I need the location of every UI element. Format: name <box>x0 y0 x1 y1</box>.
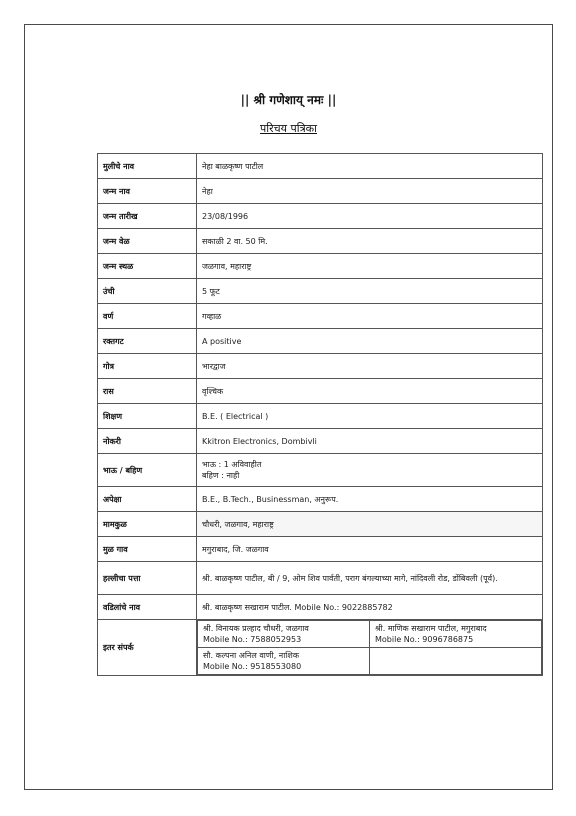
row-label: रक्तगट <box>98 329 197 354</box>
row-label: जन्म वेळ <box>98 229 197 254</box>
contact-mobile: Mobile No.: 9518553080 <box>203 662 302 671</box>
row-value: A positive <box>197 329 543 354</box>
table-row <box>98 354 543 379</box>
row-value: मगुराबाद, जि. जळगाव <box>197 537 543 562</box>
row-label: मुळ गाव <box>98 537 197 562</box>
row-value: 5 फूट <box>197 279 543 304</box>
table-row <box>98 179 543 204</box>
row-value: सकाळी 2 वा. 50 मि. <box>197 229 543 254</box>
invocation-heading: || श्री गणेशाय् नमः || <box>240 93 337 107</box>
row-value: भारद्वाज <box>197 354 543 379</box>
contact-entry <box>370 621 542 648</box>
table-row <box>98 620 543 676</box>
table-row <box>98 404 543 429</box>
row-value: Kkitron Electronics, Dombivli <box>197 429 543 454</box>
table-row <box>98 487 543 512</box>
row-value: वृश्चिक <box>197 379 543 404</box>
row-label: वडिलांचे नाव <box>98 595 197 620</box>
row-value: नेहा <box>197 179 543 204</box>
contacts-cell <box>197 620 543 676</box>
row-label: हल्लीचा पत्ता <box>98 562 197 595</box>
row-value: गव्हाळ <box>197 304 543 329</box>
row-label: अपेक्षा <box>98 487 197 512</box>
biodata-table <box>97 153 543 676</box>
contacts-grid <box>197 620 542 675</box>
row-value: श्री. बाळकृष्ण सखाराम पाटील. Mobile No.: 9022885782 <box>197 595 543 620</box>
table-row <box>98 537 543 562</box>
row-label: नोकरी <box>98 429 197 454</box>
row-value <box>197 454 543 487</box>
contact-empty <box>370 648 542 675</box>
sibling-brother: भाऊ : 1 अविवाहीत <box>202 460 262 469</box>
table-row <box>98 562 543 595</box>
table-row <box>98 229 543 254</box>
table-row <box>98 204 543 229</box>
table-row <box>98 304 543 329</box>
row-value: नेहा बाळकृष्ण पाटील <box>197 154 543 179</box>
row-label: उंची <box>98 279 197 304</box>
contact-name: सौ. कल्पना अनिल वाणी, नाशिक <box>203 651 299 660</box>
table-row <box>98 379 543 404</box>
table-row <box>98 454 543 487</box>
contact-entry <box>198 621 370 648</box>
row-label: रास <box>98 379 197 404</box>
table-row <box>98 595 543 620</box>
contact-name: श्री. विनायक प्रल्हाद चौधरी, जळगाव <box>203 624 309 633</box>
row-value: B.E., B.Tech., Businessman, अनुरूप. <box>197 487 543 512</box>
contact-name: श्री. माणिक सखाराम पाटील, मगुराबाद <box>375 624 487 633</box>
sibling-sister: बहिण : नाही <box>202 471 240 480</box>
table-row <box>98 279 543 304</box>
row-label: मामकुळ <box>98 512 197 537</box>
row-value: B.E. ( Electrical ) <box>197 404 543 429</box>
table-row <box>98 329 543 354</box>
table-row <box>98 254 543 279</box>
row-label: मुलीचे नाव <box>98 154 197 179</box>
row-value: चौधरी, जळगाव, महाराष्ट्र <box>197 512 543 537</box>
row-label: इतर संपर्क <box>98 620 197 676</box>
table-row <box>98 154 543 179</box>
row-label: वर्ण <box>98 304 197 329</box>
row-value: 23/08/1996 <box>197 204 543 229</box>
contact-mobile: Mobile No.: 9096786875 <box>375 635 474 644</box>
row-label: जन्म स्थळ <box>98 254 197 279</box>
row-label: जन्म तारीख <box>98 204 197 229</box>
page-title: परिचय पत्रिका <box>260 122 317 135</box>
document-page <box>24 24 553 790</box>
contact-mobile: Mobile No.: 7588052953 <box>203 635 302 644</box>
table-row <box>98 429 543 454</box>
row-label: भाऊ / बहिण <box>98 454 197 487</box>
contact-entry <box>198 648 370 675</box>
table-row <box>98 512 543 537</box>
row-label: जन्म नाव <box>98 179 197 204</box>
row-value: जळगाव, महाराष्ट्र <box>197 254 543 279</box>
row-label: गोत्र <box>98 354 197 379</box>
row-label: शिक्षण <box>98 404 197 429</box>
row-value: श्री. बाळकृष्ण पाटील, बी / 9, ओम शिव पार्वती, पराग बंगल्याच्या मागे, नांदिवली रोड, डोंबिवली (पूर्व). <box>197 562 543 595</box>
